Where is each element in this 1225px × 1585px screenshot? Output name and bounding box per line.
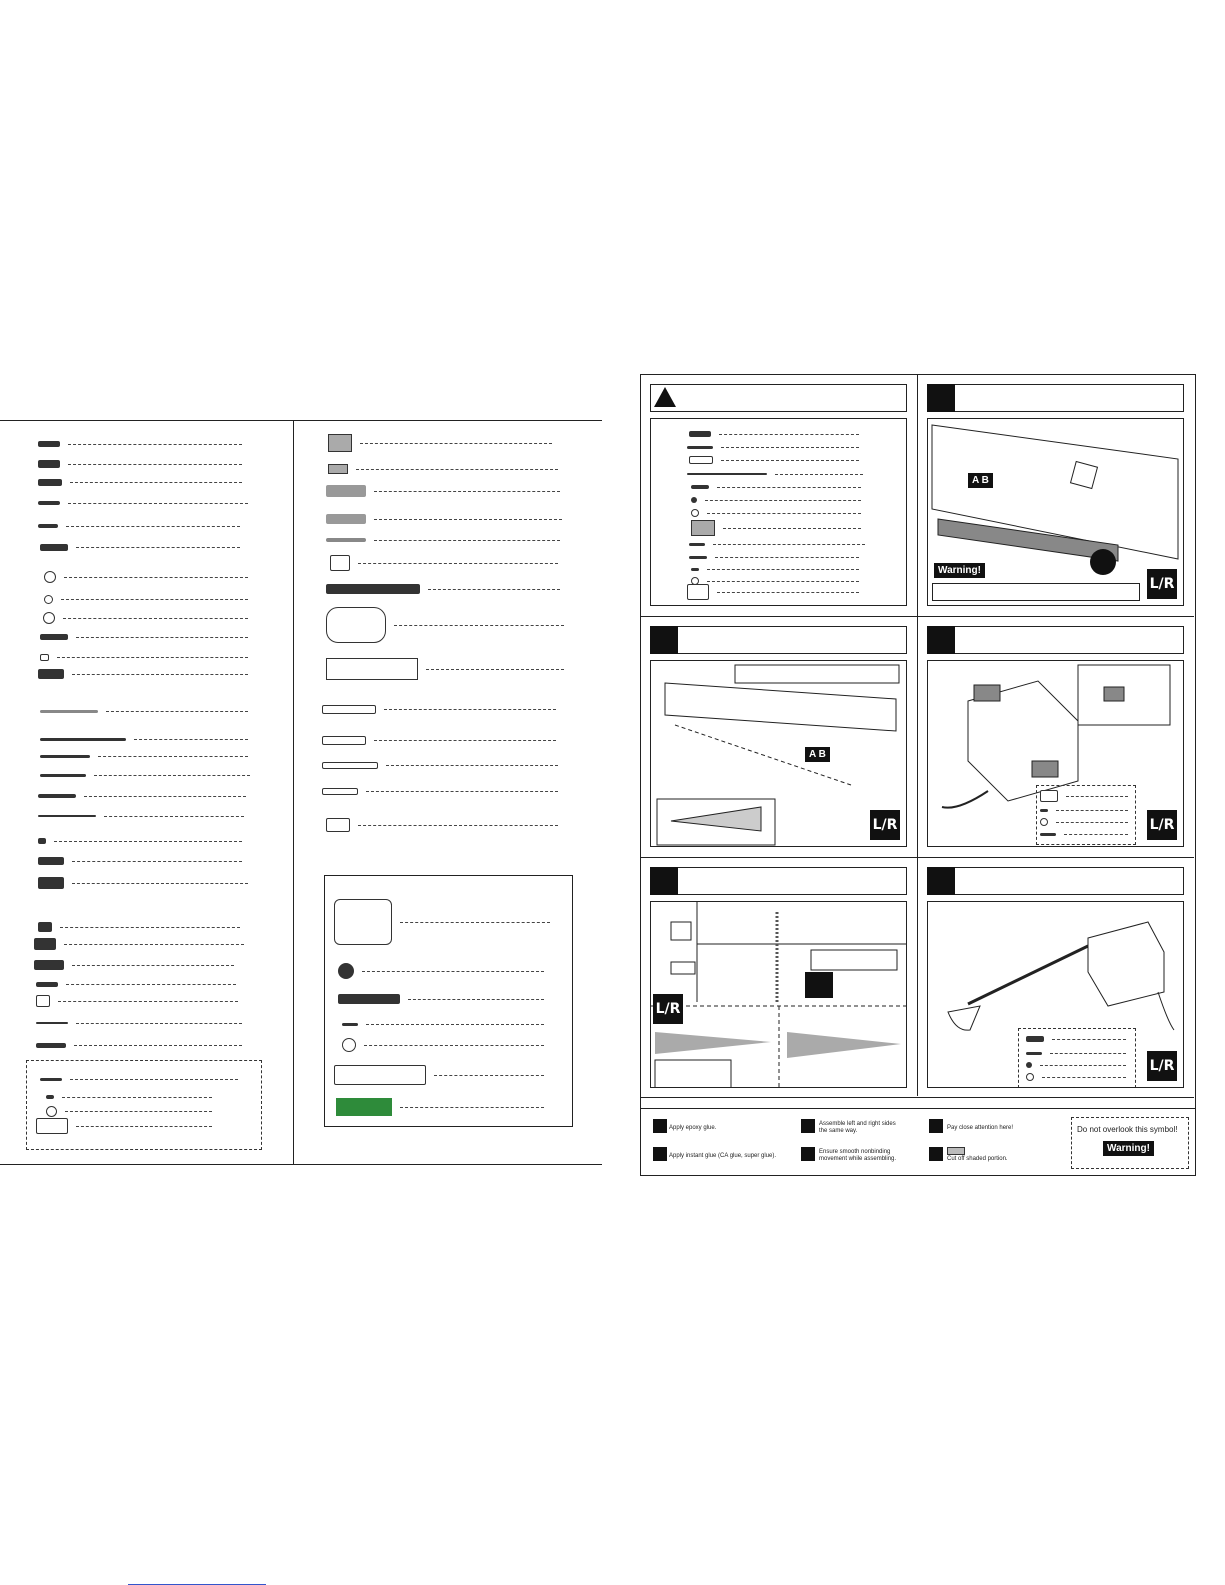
legend-lr-text-1: Assemble left and right sides bbox=[819, 1121, 896, 1127]
sheet-row-divider-2 bbox=[640, 857, 1194, 858]
step-number-box bbox=[650, 867, 678, 895]
rail-icon bbox=[326, 514, 366, 524]
step-panel-pushrod bbox=[919, 859, 1192, 1096]
screw-icon bbox=[689, 556, 707, 559]
parts-row bbox=[326, 820, 558, 830]
parts-row bbox=[322, 760, 558, 770]
nut-icon bbox=[1026, 1062, 1032, 1068]
instant-glue-icon bbox=[653, 1147, 667, 1161]
washer-icon bbox=[691, 509, 699, 517]
warning-tag: Warning! bbox=[1103, 1141, 1154, 1156]
parts-row bbox=[326, 584, 560, 594]
parts-row bbox=[687, 442, 859, 452]
parts-row bbox=[338, 994, 544, 1004]
parts-row bbox=[326, 514, 562, 524]
parts-row bbox=[326, 664, 564, 674]
servo-arm-icon bbox=[687, 584, 709, 600]
step-panel-hinge-alignment bbox=[642, 859, 915, 1096]
screw-icon bbox=[691, 568, 699, 571]
epoxy-glue-icon: A B bbox=[805, 747, 830, 762]
control-horn-icon bbox=[689, 431, 711, 437]
link-icon bbox=[687, 446, 713, 449]
step-header bbox=[927, 867, 1184, 895]
parts-row bbox=[326, 486, 560, 496]
servo-icon bbox=[334, 1065, 426, 1085]
receiver-board-icon bbox=[336, 1098, 392, 1116]
parts-row bbox=[326, 620, 564, 630]
step-panel-servo bbox=[919, 618, 1192, 855]
step-number-box bbox=[927, 626, 955, 654]
step-illustration bbox=[927, 418, 1184, 606]
nut-icon bbox=[691, 497, 697, 503]
epoxy-glue-icon: A B bbox=[968, 473, 993, 488]
step-panel-hinge-aileron bbox=[919, 376, 1192, 614]
step-panel-parts bbox=[642, 376, 915, 614]
wedge-icon bbox=[326, 538, 366, 542]
pushrod-icon bbox=[687, 473, 767, 475]
parts-row bbox=[336, 1102, 544, 1112]
parts-row bbox=[322, 786, 558, 796]
warning-triangle-icon bbox=[654, 387, 676, 407]
cut-shaded-icon bbox=[929, 1147, 943, 1161]
sheet-column-divider bbox=[917, 374, 918, 1096]
parts-row bbox=[689, 455, 859, 465]
clevis-icon bbox=[689, 456, 713, 464]
symbol-legend bbox=[640, 1108, 1196, 1176]
parts-row bbox=[691, 508, 861, 518]
parts-row bbox=[691, 523, 861, 533]
lr-symbol-icon: L/R bbox=[1147, 810, 1177, 840]
washer-icon bbox=[1026, 1073, 1034, 1081]
parts-row bbox=[322, 704, 556, 714]
step-panel-hinge-install bbox=[642, 618, 915, 855]
attention-hand-icon bbox=[929, 1119, 943, 1133]
step-illustration bbox=[650, 901, 907, 1088]
parts-row bbox=[691, 564, 859, 574]
spinner-icon bbox=[326, 818, 350, 832]
parts-row bbox=[1026, 1072, 1126, 1082]
parts-row bbox=[691, 482, 861, 492]
wing-bolt-plate-icon bbox=[326, 485, 366, 497]
step-header bbox=[650, 626, 907, 654]
parts-row bbox=[328, 464, 558, 474]
screw-icon bbox=[1026, 1052, 1042, 1055]
lr-symbol-icon: L/R bbox=[1147, 569, 1177, 599]
step-header bbox=[927, 384, 1184, 412]
control-horn-icon bbox=[1026, 1036, 1044, 1042]
legend-overlook-text: Do not overlook this symbol! bbox=[1077, 1125, 1178, 1134]
plate-icon bbox=[328, 434, 352, 452]
screw-icon bbox=[342, 1023, 358, 1026]
sheet-row-divider-1 bbox=[640, 616, 1194, 617]
legend-attention-text: Pay close attention here! bbox=[947, 1125, 1014, 1131]
step-illustration bbox=[927, 901, 1184, 1088]
warning-tag: Warning! bbox=[934, 563, 985, 578]
note-bar bbox=[932, 583, 1140, 601]
motor-icon bbox=[338, 994, 400, 1004]
aileron-hinge-illustration bbox=[651, 661, 907, 847]
epoxy-glue-icon bbox=[653, 1119, 667, 1133]
lr-symbol-icon: L/R bbox=[1147, 1051, 1177, 1081]
legend-smooth-text-2: movement while assembling. bbox=[819, 1156, 897, 1162]
step-number-box bbox=[927, 867, 955, 895]
wheel-pant-icon bbox=[326, 584, 420, 594]
legend-cut-text: Cut off shaded portion. bbox=[947, 1156, 1008, 1162]
pin-icon bbox=[689, 543, 705, 546]
decal-sheet-icon bbox=[326, 658, 418, 680]
hinge-alignment-illustration bbox=[651, 902, 907, 1088]
legend-lr-text-2: the same way. bbox=[819, 1128, 858, 1134]
plate-icon bbox=[328, 464, 348, 474]
parts-row bbox=[687, 469, 863, 479]
legend-epoxy-text: Apply epoxy glue. bbox=[669, 1125, 717, 1131]
lr-symbol-icon: L/R bbox=[653, 994, 683, 1024]
parts-row bbox=[691, 576, 859, 586]
step-number-box bbox=[927, 384, 955, 412]
washer-icon bbox=[1040, 818, 1048, 826]
parts-row bbox=[334, 1070, 544, 1080]
step-illustration bbox=[650, 660, 907, 847]
tube-icon bbox=[322, 762, 378, 769]
shaded-swatch bbox=[947, 1147, 965, 1155]
parts-row bbox=[342, 1019, 544, 1029]
screw-icon bbox=[1040, 833, 1056, 836]
parts-row bbox=[326, 535, 560, 545]
hinge-rotate-icon bbox=[1090, 549, 1116, 575]
step-header bbox=[927, 626, 1184, 654]
step-parts-list bbox=[650, 418, 907, 606]
lr-symbol-icon: L/R bbox=[870, 810, 900, 840]
wheel-icon bbox=[338, 963, 354, 979]
parts-row bbox=[1040, 791, 1128, 801]
smooth-movement-icon bbox=[801, 1147, 815, 1161]
parts-row bbox=[328, 438, 552, 448]
lr-symbol-icon bbox=[801, 1119, 815, 1133]
washer-icon bbox=[342, 1038, 356, 1052]
parts-row bbox=[1026, 1034, 1126, 1044]
tube-icon bbox=[322, 736, 366, 745]
parts-row bbox=[322, 735, 556, 745]
servo-arm-icon bbox=[1040, 790, 1058, 802]
parts-row bbox=[1026, 1048, 1126, 1058]
parts-row bbox=[689, 552, 859, 562]
parts-row bbox=[1026, 1060, 1126, 1070]
step-header bbox=[650, 867, 907, 895]
tube-icon bbox=[322, 788, 358, 795]
fairing-icon bbox=[330, 555, 350, 571]
parts-row bbox=[689, 539, 865, 549]
parts-row bbox=[1040, 817, 1128, 827]
plate-icon bbox=[691, 520, 715, 536]
parts-row bbox=[334, 917, 550, 927]
parts-row bbox=[691, 495, 861, 505]
parts-row bbox=[338, 966, 544, 976]
parts-row bbox=[687, 587, 859, 597]
parts-row bbox=[689, 429, 859, 439]
parts-row bbox=[1040, 829, 1128, 839]
parts-row bbox=[1040, 805, 1128, 815]
legend-smooth-text-1: Ensure smooth nonbinding bbox=[819, 1149, 891, 1155]
screw-icon bbox=[1040, 809, 1048, 812]
step-header bbox=[650, 384, 907, 412]
parts-row bbox=[330, 558, 558, 568]
step-illustration bbox=[927, 660, 1184, 847]
step-number-box bbox=[650, 626, 678, 654]
parts-row bbox=[342, 1040, 544, 1050]
tube-icon bbox=[322, 705, 376, 714]
legend-instant-glue-text: Apply instant glue (CA glue, super glue). bbox=[669, 1153, 777, 1159]
canopy-icon bbox=[326, 607, 386, 643]
tail-wheel-assembly-icon bbox=[334, 899, 392, 945]
bolt-icon bbox=[691, 485, 709, 489]
sheet-row-divider-3 bbox=[640, 1097, 1194, 1098]
